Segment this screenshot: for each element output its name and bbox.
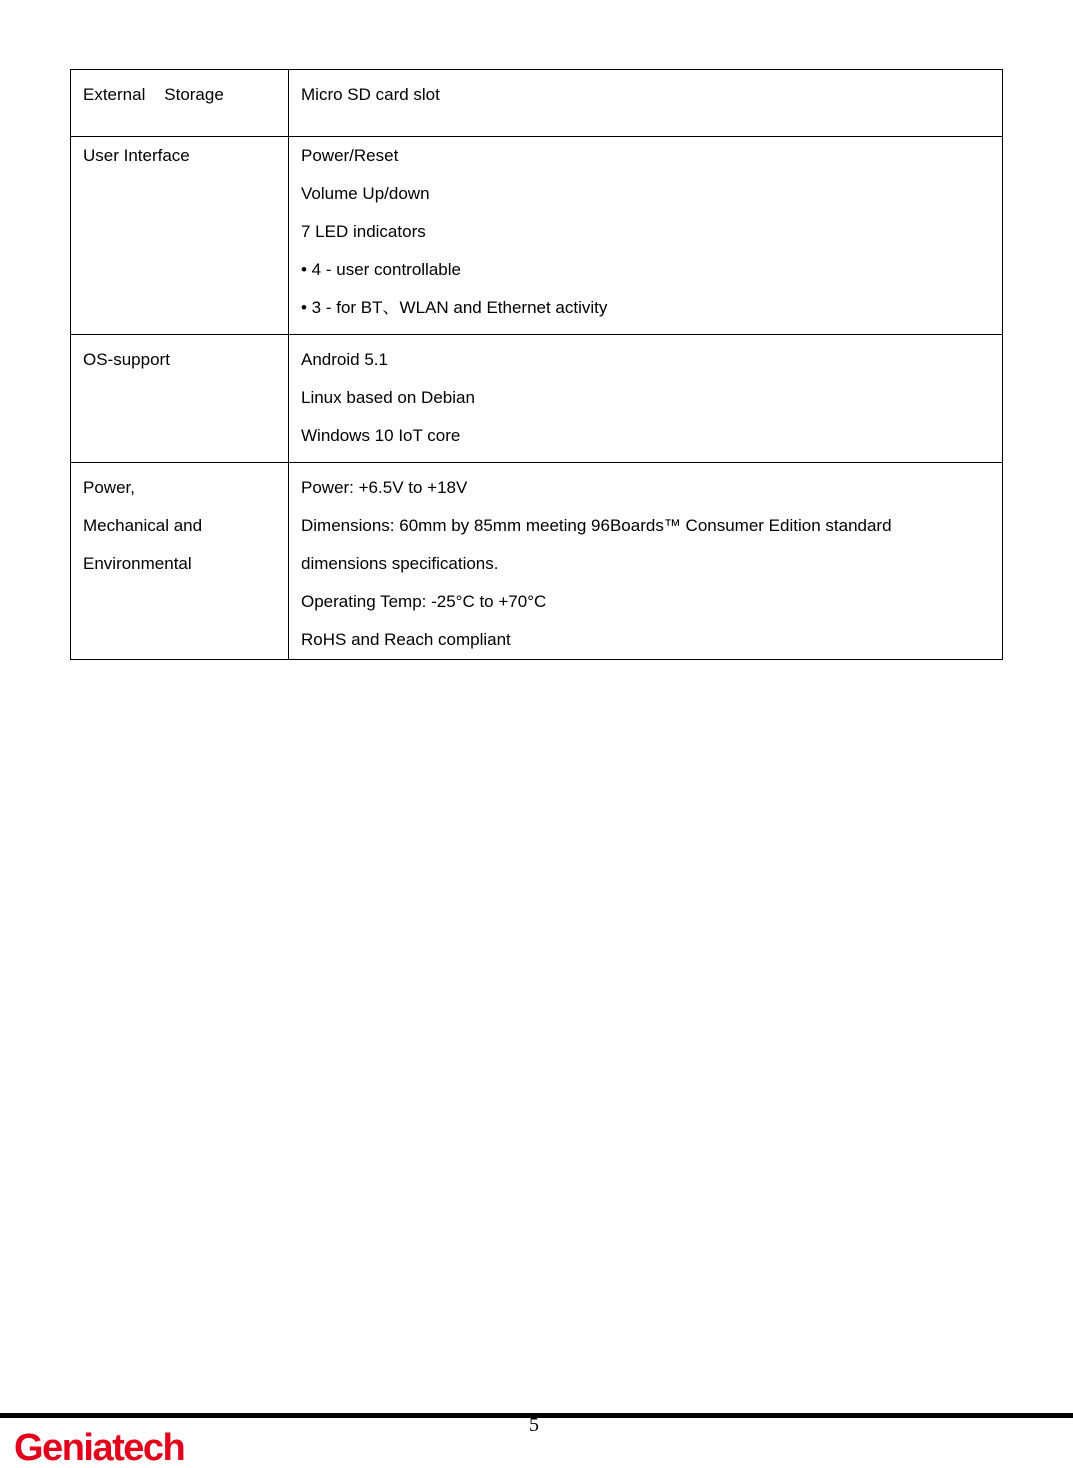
- spec-label: Power,: [83, 478, 135, 497]
- spec-value: Micro SD card slot: [301, 85, 440, 104]
- spec-value: Operating Temp: -25°C to +70°C: [301, 592, 547, 611]
- spec-row-os-support: [71, 335, 1003, 463]
- brand-logo: [14, 1424, 204, 1468]
- spec-value-cell: [289, 463, 1003, 660]
- spec-value: RoHS and Reach compliant: [301, 630, 511, 649]
- spec-value: Dimensions: 60mm by 85mm meeting 96Boards™ Consumer Edition standard: [301, 516, 892, 535]
- spec-row-user-interface: [71, 137, 1003, 335]
- spec-table: [70, 69, 1003, 660]
- spec-value: 7 LED indicators: [301, 222, 426, 241]
- spec-value: • 4 - user controllable: [301, 260, 461, 279]
- spec-label: Mechanical and: [83, 516, 203, 535]
- spec-value: Volume Up/down: [301, 184, 430, 203]
- spec-row-power-mechanical: [71, 463, 1003, 660]
- spec-label: Environmental: [83, 554, 192, 573]
- spec-label-cell: [71, 463, 289, 660]
- spec-label-cell: [71, 335, 289, 463]
- spec-value: Windows 10 IoT core: [301, 426, 461, 445]
- spec-label-cell: [71, 137, 289, 335]
- spec-row-external-storage: [71, 70, 1003, 137]
- page-number: 5: [529, 1414, 539, 1436]
- spec-label-cell: [71, 70, 289, 137]
- spec-value-cell: [289, 70, 1003, 137]
- spec-value-cell: [289, 137, 1003, 335]
- spec-value: Power/Reset: [301, 146, 399, 165]
- spec-label: External Storage: [83, 85, 224, 104]
- spec-value: Power: +6.5V to +18V: [301, 478, 468, 497]
- spec-value: Linux based on Debian: [301, 388, 475, 407]
- spec-value: • 3 - for BT、WLAN and Ethernet activity: [301, 298, 608, 317]
- spec-label: OS-support: [83, 350, 170, 369]
- brand-logo-text: Geniatech: [14, 1427, 185, 1468]
- spec-value-cell: [289, 335, 1003, 463]
- spec-label: User Interface: [83, 146, 190, 165]
- spec-value: Android 5.1: [301, 350, 388, 369]
- spec-value: dimensions specifications.: [301, 554, 499, 573]
